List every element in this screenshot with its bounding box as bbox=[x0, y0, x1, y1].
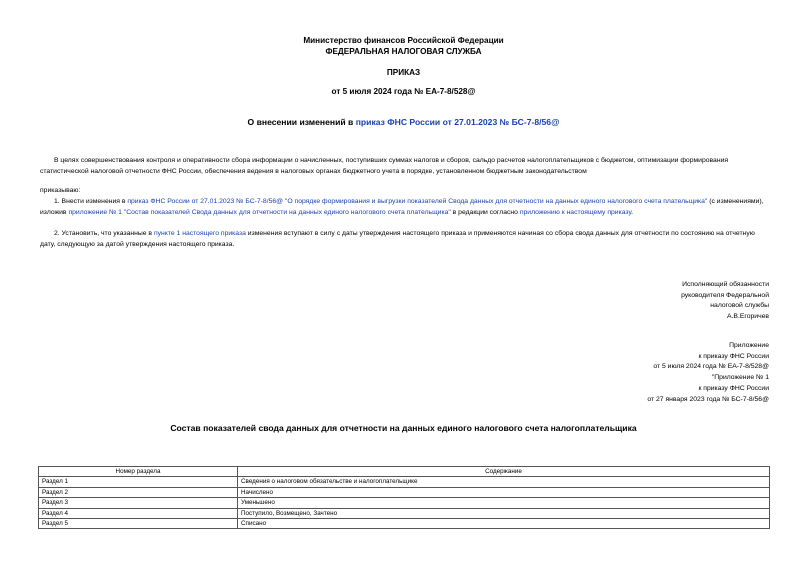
service-name: ФЕДЕРАЛЬНАЯ НАЛОГОВАЯ СЛУЖБА bbox=[325, 46, 482, 56]
table-cell: Раздел 4 bbox=[39, 508, 238, 518]
item-2-text: изменения вступают в силу с даты утверждения настоящего приказа и применяются начиная со сбора свода данных для отчетности по состоянию на отчетную дату, следующую за датой утверждения настоящего приказа. bbox=[40, 230, 755, 248]
table-cell: Раздел 3 bbox=[39, 498, 238, 508]
signature-block bbox=[681, 280, 769, 323]
signer-name: А.В.Егоричев bbox=[727, 313, 769, 321]
item-1-text: в редакции согласно bbox=[450, 209, 520, 216]
table-cell: Уменьшено bbox=[238, 498, 770, 508]
title-link[interactable]: приказ ФНС России от 27.01.2023 № БС-7-8/56@ bbox=[355, 117, 560, 127]
order-word: приказываю: bbox=[40, 187, 81, 194]
title-prefix: О внесении изменений в bbox=[247, 117, 356, 127]
table-row bbox=[39, 498, 770, 508]
table-cell: Начислено bbox=[238, 487, 770, 497]
appendix-line: от 27 января 2023 года № БС-7-8/56@ bbox=[647, 395, 769, 403]
appendix-line: к приказу ФНС России bbox=[698, 384, 769, 392]
item-2 bbox=[40, 228, 772, 250]
signature-line: руководителя Федеральной bbox=[681, 291, 769, 299]
ministry-name: Министерство финансов Российской Федерации bbox=[303, 36, 504, 45]
signature-line: Исполняющий обязанности bbox=[682, 281, 769, 288]
table-row bbox=[39, 508, 770, 518]
table-row bbox=[39, 519, 770, 529]
table-cell: Раздел 5 bbox=[39, 519, 238, 529]
appendix-line: "Приложение № 1 bbox=[711, 374, 769, 382]
item-1-text: (с изменениями), изложив bbox=[40, 198, 764, 216]
sections-table bbox=[38, 466, 770, 529]
item-2-text: 2. Установить, что указанные в bbox=[54, 230, 154, 237]
item-1-link-appendix[interactable]: приложение № 1 "Состав показателей Свода данных для отчетности на данных единого налогового счета плательщика" bbox=[68, 209, 451, 216]
item-1-link-annex[interactable]: приложению к настоящему приказу bbox=[519, 209, 632, 216]
appendix-block bbox=[647, 341, 769, 405]
appendix-line: к приказу ФНС России bbox=[698, 352, 769, 360]
table-cell: Сведения о налоговом обязательстве и налогоплательщике bbox=[238, 477, 770, 487]
section-title: Состав показателей свода данных для отчетности на данных единого налогового счета налогоплательщика bbox=[170, 423, 637, 433]
item-1 bbox=[40, 196, 772, 218]
table-cell: Списано bbox=[238, 519, 770, 529]
item-1-text: . bbox=[631, 209, 634, 216]
appendix-line: Приложение bbox=[729, 342, 769, 349]
appendix-line: от 5 июля 2024 года № ЕА-7-8/528@ bbox=[653, 363, 769, 371]
item-1-link-order[interactable]: приказ ФНС России от 27.01.2023 № БС-7-8/56@ "О порядке формирования и выгрузки показателей Свода данных для отчетности на данных единого налогового счета плательщика" bbox=[127, 198, 708, 205]
table-cell: Раздел 1 bbox=[39, 477, 238, 487]
document-title bbox=[0, 117, 807, 127]
table-header-row bbox=[39, 467, 770, 477]
doc-date-number: от 5 июля 2024 года № ЕА-7-8/528@ bbox=[331, 87, 476, 96]
item-2-link[interactable]: пункте 1 настоящего приказа bbox=[153, 230, 246, 237]
table-row bbox=[39, 487, 770, 497]
preamble: В целях совершенствования контроля и оперативности сбора информации о начисленных, поступивших суммах налогов и сборов, сальдо расчетов налогоплательщиков с бюджетом, оптимизации формирования статистической налоговой отчетности ФНС России, обеспечения ведения в налоговых органах бюджетного учета в порядке, установленном бюджетным законодательством bbox=[40, 157, 729, 175]
table-row bbox=[39, 477, 770, 487]
item-1-text: 1. Внести изменения в bbox=[54, 198, 128, 205]
table-cell: Поступило, Возмещено, Зачтено bbox=[238, 508, 770, 518]
doc-type: ПРИКАЗ bbox=[386, 68, 421, 77]
document-header bbox=[0, 36, 807, 57]
signature-line: налоговой службы bbox=[710, 302, 769, 310]
column-header: Номер раздела bbox=[39, 467, 238, 477]
column-header: Содержание bbox=[238, 467, 770, 477]
table-cell: Раздел 2 bbox=[39, 487, 238, 497]
